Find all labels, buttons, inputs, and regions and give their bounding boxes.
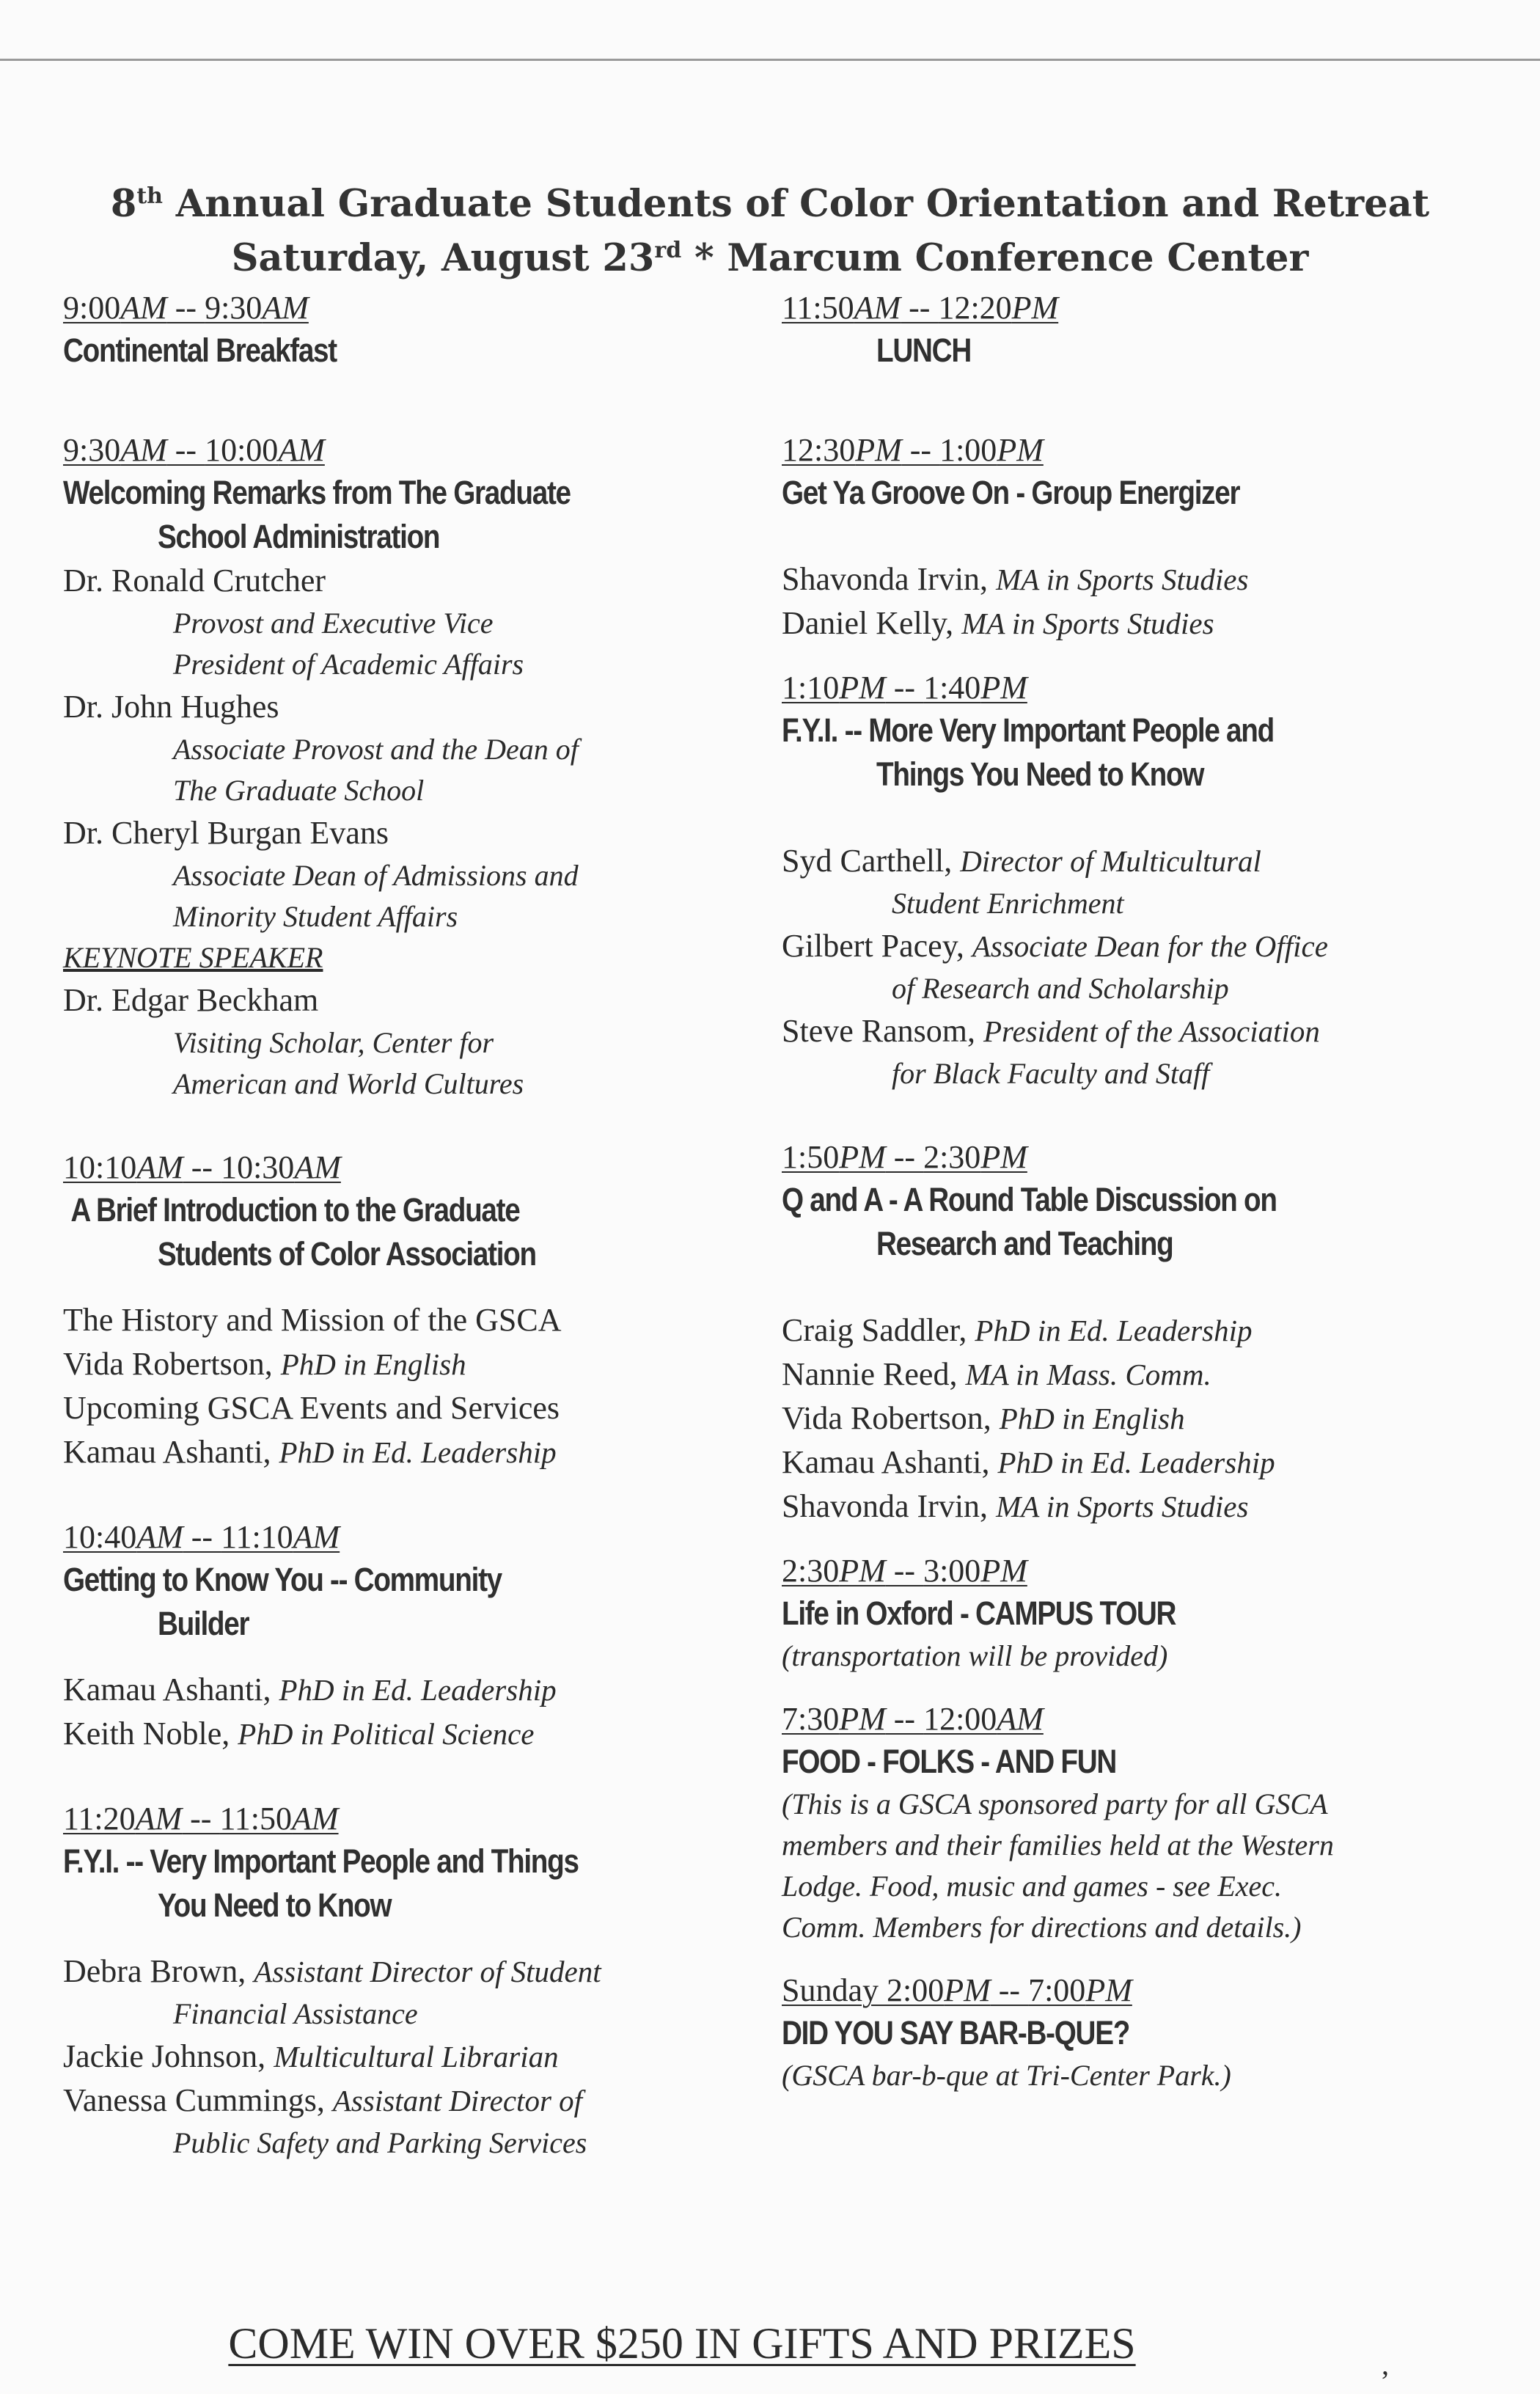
speaker-name: Dr. John Hughes: [63, 689, 279, 725]
time-range: 1:10PM -- 1:40PM: [782, 670, 1027, 706]
speaker-role: for Black Faculty and Staff: [892, 1057, 1210, 1090]
session-title: LUNCH: [876, 332, 971, 369]
speaker-line: Syd Carthell, Director of Multicultural: [782, 843, 1261, 879]
time-range: 11:50AM -- 12:20PM: [782, 290, 1059, 326]
speaker-role: Associate Dean of Admissions and: [173, 859, 579, 892]
agenda-item: The History and Mission of the GSCA: [63, 1302, 562, 1338]
session-title-cont: Things You Need to Know: [876, 755, 1204, 793]
session-note: Lodge. Food, music and games - see Exec.: [782, 1870, 1283, 1903]
session-note: (This is a GSCA sponsored party for all GSCA: [782, 1787, 1328, 1820]
left-column: [63, 288, 767, 2164]
page-title: [0, 173, 1540, 282]
right-column: [782, 288, 1515, 2096]
speaker-line: Steve Ransom, President of the Association: [782, 1013, 1320, 1049]
time-range: 10:10AM -- 10:30AM: [63, 1149, 341, 1185]
speaker-role: President of Academic Affairs: [173, 648, 524, 681]
time-range: 9:30AM -- 10:00AM: [63, 432, 325, 468]
speaker-line: Keith Noble, PhD in Political Science: [63, 1716, 535, 1751]
speaker-role: American and World Cultures: [173, 1067, 524, 1100]
speaker-line: Daniel Kelly, MA in Sports Studies: [782, 605, 1214, 641]
speaker-line: Nannie Reed, MA in Mass. Comm.: [782, 1356, 1211, 1392]
speaker-name: Dr. Cheryl Burgan Evans: [63, 815, 389, 851]
speaker-line: Vida Robertson, PhD in English: [63, 1346, 466, 1382]
session-title: F.Y.I. -- Very Important People and Things: [63, 1842, 579, 1880]
session-note: (GSCA bar-b-que at Tri-Center Park.): [782, 2059, 1231, 2092]
session-title: Getting to Know You -- Community: [63, 1561, 502, 1598]
session-title: Continental Breakfast: [63, 332, 337, 369]
speaker-name: Dr. Edgar Beckham: [63, 982, 319, 1018]
speaker-role: Minority Student Affairs: [173, 900, 458, 933]
session-title: F.Y.I. -- More Very Important People and: [782, 711, 1274, 749]
time-range: 11:20AM -- 11:50AM: [63, 1801, 339, 1837]
session-title-cont: Builder: [158, 1605, 249, 1642]
prize-banner: COME WIN OVER $250 IN GIFTS AND PRIZES: [228, 2319, 1136, 2368]
session-note: Comm. Members for directions and details.): [782, 1911, 1302, 1944]
session-note: members and their families held at the Western: [782, 1829, 1334, 1862]
speaker-line: Craig Saddler, PhD in Ed. Leadership: [782, 1312, 1253, 1348]
session-title-cont: You Need to Know: [158, 1886, 392, 1924]
agenda-item: Upcoming GSCA Events and Services: [63, 1390, 560, 1426]
time-range: 9:00AM -- 9:30AM: [63, 290, 309, 326]
speaker-role: The Graduate School: [173, 774, 425, 807]
speaker-role: Visiting Scholar, Center for: [173, 1026, 494, 1059]
keynote-label: KEYNOTE SPEAKER: [63, 941, 323, 974]
speaker-line: Vanessa Cummings, Assistant Director of: [63, 2082, 583, 2118]
session-note: (transportation will be provided): [782, 1639, 1168, 1672]
speaker-name: Dr. Ronald Crutcher: [63, 563, 326, 598]
session-title: Get Ya Groove On - Group Energizer: [782, 474, 1240, 511]
speaker-line: Shavonda Irvin, MA in Sports Studies: [782, 1488, 1249, 1524]
title-line-1: 8th Annual Graduate Students of Color Orientation and Retreat: [110, 182, 1430, 226]
time-range: 12:30PM -- 1:00PM: [782, 432, 1044, 468]
time-range: Sunday 2:00PM -- 7:00PM: [782, 1972, 1132, 2008]
session-title: Welcoming Remarks from The Graduate: [63, 474, 571, 511]
time-range: 10:40AM -- 11:10AM: [63, 1519, 340, 1555]
title-line-2: Saturday, August 23rd * Marcum Conference Center: [231, 236, 1309, 280]
session-title: Life in Oxford - CAMPUS TOUR: [782, 1595, 1176, 1632]
session-title-cont: School Administration: [158, 518, 440, 555]
speaker-line: Debra Brown, Assistant Director of Student: [63, 1953, 601, 1989]
top-rule: [0, 59, 1540, 61]
time-range: 2:30PM -- 3:00PM: [782, 1553, 1027, 1589]
speaker-role: Financial Assistance: [173, 1997, 418, 2030]
speaker-role: Associate Provost and the Dean of: [173, 733, 579, 766]
session-title: FOOD - FOLKS - AND FUN: [782, 1743, 1117, 1780]
session-title-cont: Students of Color Association: [158, 1235, 536, 1273]
session-title: DID YOU SAY BAR-B-QUE?: [782, 2014, 1130, 2051]
time-range: 7:30PM -- 12:00AM: [782, 1701, 1044, 1737]
time-range: 1:50PM -- 2:30PM: [782, 1139, 1027, 1175]
session-title: Q and A - A Round Table Discussion on: [782, 1181, 1277, 1218]
speaker-role: of Research and Scholarship: [892, 972, 1229, 1005]
speaker-line: Kamau Ashanti, PhD in Ed. Leadership: [782, 1444, 1275, 1480]
speaker-role: Provost and Executive Vice: [173, 607, 494, 640]
speaker-line: Jackie Johnson, Multicultural Librarian: [63, 2038, 559, 2074]
speaker-role: Student Enrichment: [892, 887, 1124, 920]
speaker-line: Vida Robertson, PhD in English: [782, 1400, 1185, 1436]
speaker-line: Kamau Ashanti, PhD in Ed. Leadership: [63, 1672, 557, 1707]
speaker-line: Gilbert Pacey, Associate Dean for the Office: [782, 928, 1328, 964]
session-title-cont: Research and Teaching: [876, 1225, 1173, 1262]
session-title: A Brief Introduction to the Graduate: [70, 1191, 520, 1229]
speaker-line: Kamau Ashanti, PhD in Ed. Leadership: [63, 1434, 557, 1470]
speaker-line: Shavonda Irvin, MA in Sports Studies: [782, 561, 1249, 597]
speaker-role: Public Safety and Parking Services: [173, 2126, 587, 2159]
stray-mark: ,: [1382, 2348, 1389, 2381]
